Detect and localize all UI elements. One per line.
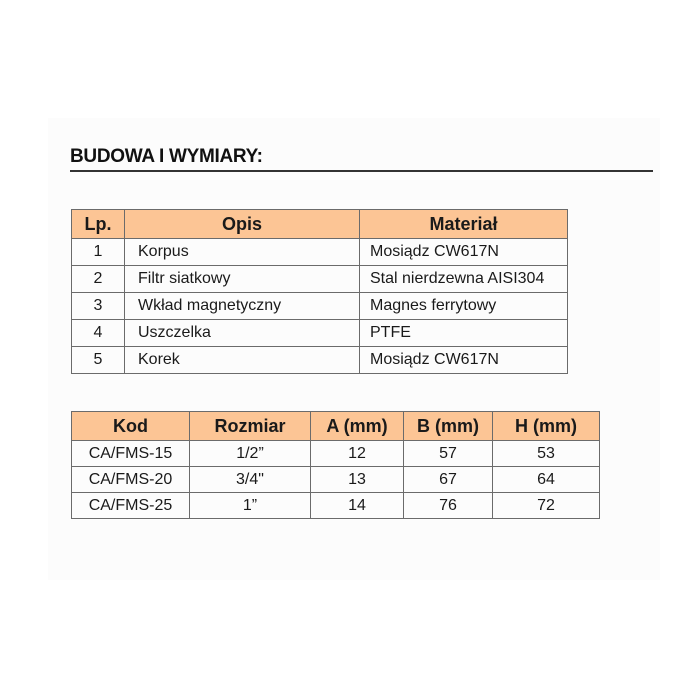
cell-rozmiar: 3/4" <box>190 467 311 493</box>
cell-kod: CA/FMS-25 <box>72 493 190 519</box>
cell-lp: 1 <box>72 239 125 266</box>
table-row <box>72 493 600 519</box>
cell-h: 72 <box>493 493 600 519</box>
cell-opis: Wkład magnetyczny <box>125 293 360 320</box>
title-underline <box>70 170 653 172</box>
cell-opis: Korpus <box>125 239 360 266</box>
header-opis: Opis <box>125 210 360 239</box>
cell-material: PTFE <box>360 320 568 347</box>
dimensions-table <box>71 411 600 519</box>
table-row <box>72 293 568 320</box>
header-material: Materiał <box>360 210 568 239</box>
cell-b: 76 <box>404 493 493 519</box>
table-row <box>72 266 568 293</box>
cell-kod: CA/FMS-20 <box>72 467 190 493</box>
cell-lp: 4 <box>72 320 125 347</box>
cell-lp: 5 <box>72 347 125 374</box>
table-row <box>72 441 600 467</box>
cell-material: Mosiądz CW617N <box>360 347 568 374</box>
cell-material: Magnes ferrytowy <box>360 293 568 320</box>
header-a: A (mm) <box>311 412 404 441</box>
cell-a: 14 <box>311 493 404 519</box>
table-header-row <box>72 210 568 239</box>
cell-opis: Filtr siatkowy <box>125 266 360 293</box>
cell-material: Mosiądz CW617N <box>360 239 568 266</box>
table-row <box>72 467 600 493</box>
cell-a: 12 <box>311 441 404 467</box>
cell-h: 53 <box>493 441 600 467</box>
header-h: H (mm) <box>493 412 600 441</box>
cell-b: 67 <box>404 467 493 493</box>
cell-a: 13 <box>311 467 404 493</box>
table-row <box>72 320 568 347</box>
cell-material: Stal nierdzewna AISI304 <box>360 266 568 293</box>
cell-h: 64 <box>493 467 600 493</box>
cell-b: 57 <box>404 441 493 467</box>
cell-kod: CA/FMS-15 <box>72 441 190 467</box>
parts-table <box>71 209 568 374</box>
cell-lp: 3 <box>72 293 125 320</box>
header-lp: Lp. <box>72 210 125 239</box>
section-title: BUDOWA I WYMIARY: <box>70 146 263 167</box>
header-rozmiar: Rozmiar <box>190 412 311 441</box>
cell-opis: Uszczelka <box>125 320 360 347</box>
header-b: B (mm) <box>404 412 493 441</box>
table-row <box>72 239 568 266</box>
cell-opis: Korek <box>125 347 360 374</box>
header-kod: Kod <box>72 412 190 441</box>
cell-rozmiar: 1” <box>190 493 311 519</box>
cell-rozmiar: 1/2” <box>190 441 311 467</box>
table-row <box>72 347 568 374</box>
table-header-row <box>72 412 600 441</box>
cell-lp: 2 <box>72 266 125 293</box>
